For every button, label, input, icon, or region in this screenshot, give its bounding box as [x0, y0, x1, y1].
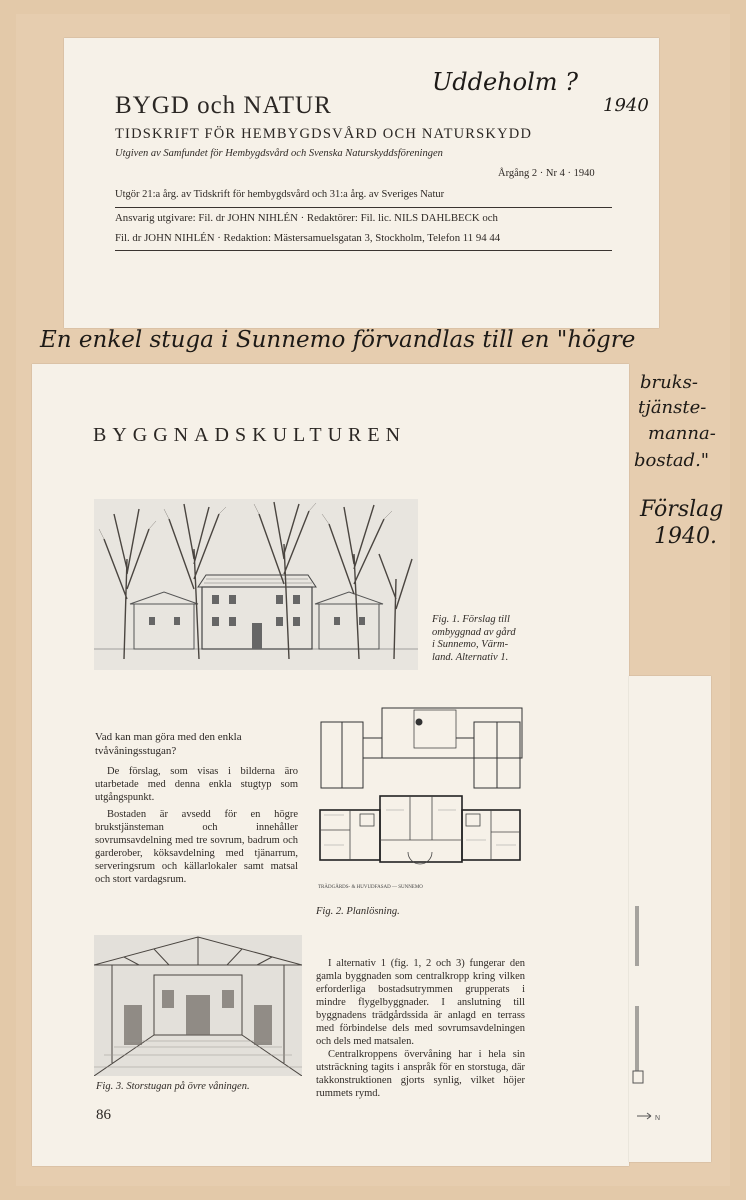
handwritten-note-line: En enkel stuga i Sunnemo förvandlas till en "högre	[40, 327, 636, 353]
handwritten-year-top: 1940	[603, 95, 649, 116]
handwritten-place: Uddeholm ?	[432, 68, 578, 96]
handwritten-note-1: bruks-	[640, 372, 698, 393]
section-title: BYGGNADSKULTUREN	[93, 424, 407, 446]
figure-1-elevation-drawing	[94, 499, 418, 670]
paragraph-2: Bostaden är avsedd för en högre brukstjänsteman och innehåller sovrumsavdelning med tre sovrum, badrum och garderober, köksavdelning med tjänarrum, serveringsrum och källarlokaler samt matsal och stort vardagsrum.	[95, 809, 298, 885]
paragraph-1: De förslag, som visas i bilderna äro utarbetade med denna enkla stugtyp som utgångspunkt.	[95, 766, 298, 803]
question-line: Vad kan man göra med den enkla	[95, 731, 242, 743]
figure-1-caption-line: Fig. 1. Förslag till	[432, 614, 510, 625]
handwritten-note-4: bostad."	[634, 450, 710, 471]
handwritten-note-3: manna-	[648, 423, 716, 444]
figure-1-caption	[432, 614, 516, 664]
handwritten-note-2: tjänste-	[638, 397, 707, 418]
svg-text:N: N	[655, 1115, 661, 1122]
figure-1-caption-line: ombyggnad av gård	[432, 626, 516, 638]
masthead-rule-2	[115, 250, 612, 251]
edge-marks	[629, 676, 711, 1162]
publisher-line: Utgiven av Samfundet för Hembygdsvård och Svenska Naturskyddsföreningen	[115, 148, 443, 159]
figure-2-floor-plan	[316, 700, 526, 898]
editors-line-1: Ansvarig utgivare: Fil. dr JOHN NIHLÉN · Redaktörer: Fil. lic. NILS DAHLBECK och	[115, 212, 498, 224]
issue-line: Årgång 2 · Nr 4 · 1940	[498, 168, 595, 179]
article-column-right	[316, 957, 525, 1104]
handwritten-year-bottom: 1940.	[654, 524, 717, 549]
page-number: 86	[96, 1107, 111, 1123]
handwritten-forslag: Förslag	[640, 497, 724, 522]
article-column-left	[95, 765, 298, 890]
editors-line-2: Fil. dr JOHN NIHLÉN · Redaktion: Mästersamuelsgatan 3, Stockholm, Telefon 11 94 44	[115, 232, 501, 244]
article-question	[95, 730, 242, 758]
figure-1-caption-line: land. Alternativ 1.	[432, 651, 509, 663]
paragraph-4: Centralkroppens övervåning har i hela sin utsträckning tagits i anspråk för en storstuga, där takkonstruktionen gjorts synlig, vilket höjer rummets rymd.	[316, 1049, 525, 1099]
journal-subtitle: TIDSKRIFT FÖR HEMBYGDSVÅRD OCH NATURSKYDD	[115, 126, 533, 142]
volume-line: Utgör 21:a årg. av Tidskrift för hembygdsvård och 31:a årg. av Sveriges Natur	[115, 189, 445, 200]
plan-label: TRÄDGÅRDS- & HUVUDFASAD — SUNNEMO	[318, 885, 423, 890]
journal-title: BYGD och NATUR	[115, 92, 332, 119]
figure-3-interior-drawing	[94, 935, 302, 1076]
paragraph-3: I alternativ 1 (fig. 1, 2 och 3) fungerar den gamla byggnaden som centralkropp kring vilken erforderliga bostadsutrymmen grupperats i mindre flygelbyggnader. I anslutning till byggnadens trädgårdssida är anlagd en terrass med förbindelse dels med sovrumsavdelningen och dels med matsalen.	[316, 958, 525, 1047]
figure-1-caption-line: i Sunnemo, Värm-	[432, 639, 509, 650]
figure-3-caption: Fig. 3. Storstugan på övre våningen.	[96, 1081, 250, 1092]
question-line: tvåvåningsstugan?	[95, 745, 177, 757]
masthead-rule-1	[115, 207, 612, 208]
figure-2-caption: Fig. 2. Planlösning.	[316, 906, 400, 917]
